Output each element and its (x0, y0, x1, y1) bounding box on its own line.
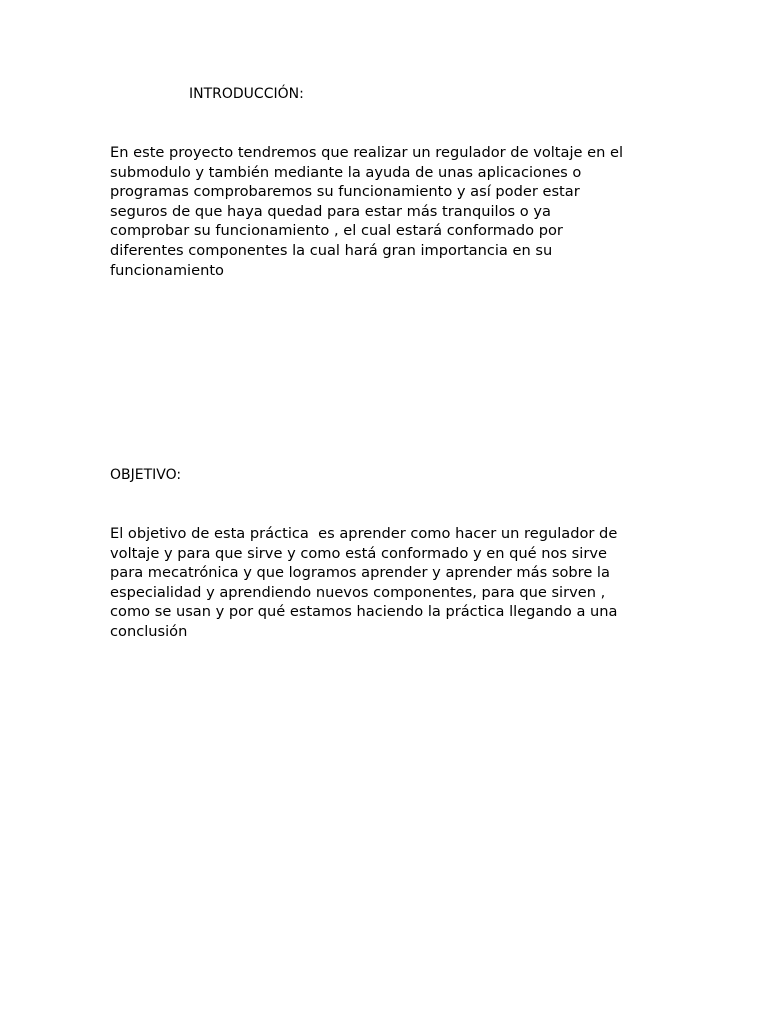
paragraph-line: especialidad y aprendiendo nuevos componentes, para que sirven , (110, 583, 606, 601)
paragraph-line: como se usan y por qué estamos haciendo la práctica llegando a una (110, 603, 618, 621)
introduccion-paragraph (110, 143, 670, 280)
paragraph-line: diferentes componentes la cual hará gran importancia en su (110, 241, 553, 259)
paragraph-line: para mecatrónica y que logramos aprender y aprender más sobre la (110, 564, 610, 582)
paragraph-line: programas comprobaremos su funcionamiento y así poder estar (110, 183, 580, 201)
objetivo-paragraph (110, 524, 670, 642)
paragraph-line: seguros de que haya quedad para estar más tranquilos o ya (110, 202, 551, 220)
paragraph-line: funcionamiento (110, 261, 224, 279)
paragraph-line: comprobar su funcionamiento , el cual estará conformado por (110, 222, 563, 240)
paragraph-line: En este proyecto tendremos que realizar un regulador de voltaje en el (110, 144, 624, 161)
introduccion-heading: INTRODUCCIÓN: (189, 86, 304, 102)
objetivo-heading: OBJETIVO: (110, 467, 182, 483)
paragraph-line: El objetivo de esta práctica es aprender como hacer un regulador de (110, 525, 618, 542)
paragraph-line: submodulo y también mediante la ayuda de unas aplicaciones o (110, 163, 582, 181)
paragraph-line: conclusión (110, 622, 188, 640)
paragraph-line: voltaje y para que sirve y como está conformado y en qué nos sirve (110, 544, 607, 562)
